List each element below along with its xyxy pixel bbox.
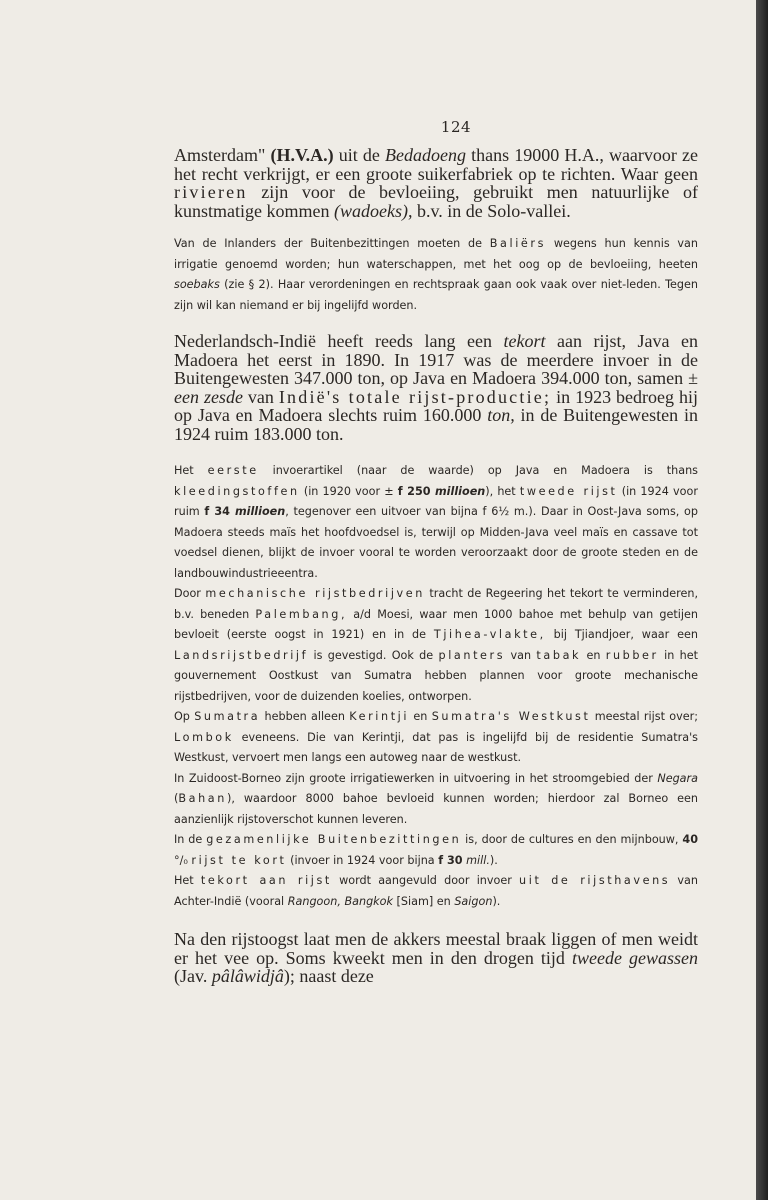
para-invoer-1: Het eerste invoerartikel (naar de waarde) op Java en Madoera is thans kleedingstoffen (in 1920 voor ± f 250 millioen), het tweede rijst (in 1924 voor ruim f 34 millioen, tegenover een uitvoer van bijna f 6½ m.). Daar in Oost-Java soms, op Madoera steeds maïs het hoofdvoedsel is, terwijl op Midden-Java veel maïs en cassave tot voedsel dienen, blijkt de invoer vooral te worden veroorzaakt door de groote steden en de landbouwindustrieeentra. <box>174 464 698 580</box>
viewer-edge <box>756 0 768 1200</box>
para-invoer-4: In Zuidoost-Borneo zijn groote irrigatiewerken in uitvoering in het stroomgebied der Negara (Bahan), waardoor 8000 bahoe bevloeid kunnen worden; hierdoor zal Borneo een aanzienlijk rijstoverschot kunnen leveren. <box>174 771 698 826</box>
paragraph-rijstoogst: Na den rijstoogst laat men de akkers meestal braak liggen of men weidt er het vee op. Soms kweekt men in den drogen tijd tweede gewassen (Jav. pâlâwidjâ); naast deze <box>174 929 699 986</box>
paragraph-invoer <box>174 461 698 912</box>
paragraph-hva: Amsterdam" (H.V.A.) uit de Bedadoeng thans 19000 H.A., waarvoor ze het recht verkrijgt, er een groote suikerfabriek op te richten. Waar geen rivieren zijn voor de bevloeiing, gebruikt men natuurlijke of kunstmatige kommen (wadoeks), b.v. in de Solo-vallei. <box>174 145 699 221</box>
para-invoer-6: Het tekort aan rijst wordt aangevuld door invoer uit de rijsthavens van Achter-Indië (vooral Rangoon, Bangkok [Siam] en Saigon). <box>174 874 698 908</box>
para-invoer-5: In de gezamenlijke Buitenbezittingen is, door de cultures en den mijnbouw, 40 °/₀ rijst te kort (invoer in 1924 voor bijna f 30 mill.). <box>174 833 698 867</box>
page-number: 124 <box>440 118 472 136</box>
para-invoer-3: Op Sumatra hebben alleen Kerintji en Sumatra's Westkust meestal rijst over; Lombok eveneens. Die van Kerintji, dat pas is ingelijfd bij de residentie Sumatra's Westkust, vervoert men langs een autoweg naar de westkust. <box>174 710 698 764</box>
paragraph-tekort: Nederlandsch-Indië heeft reeds lang een tekort aan rijst, Java en Madoera het eerst in 1890. In 1917 was de meerdere invoer in de Buitengewesten 347.000 ton, op Java en Madoera 394.000 ton, samen ± een zesde van Indië's totale rijst-productie; in 1923 bedroeg hij op Java en Madoera slechts ruim 160.000 ton, in de Buitengewesten in 1924 ruim 183.000 ton. <box>174 331 699 444</box>
para-invoer-2: Door mechanische rijstbedrijven tracht de Regeering het tekort te verminderen, b.v. beneden Palembang, a/d Moesi, waar men 1000 bahoe met behulp van getijen bevloeit (eerste oogst in 1921) en in de Tjihea-vlakte, bij Tjiandjoer, waar een Landsrijstbedrijf is gevestigd. Ook de planters van tabak en rubber in het gouvernement Oostkust van Sumatra hebben plannen voor groote mechanische rijstbedrijven, voor de duizenden koelies, ontworpen. <box>174 587 698 703</box>
paragraph-balirs: Van de Inlanders der Buitenbezittingen moeten de Baliërs wegens hun kennis van irrigatie genoemd worden; hun waterschappen, met het oog op de bevloeiing, heeten soebaks (zie § 2). Haar verordeningen en rechtspraak gaan ook vaak over niet-leden. Tegen zijn wil kan niemand er bij ingelijfd worden. <box>174 237 698 312</box>
page-content <box>174 118 698 986</box>
